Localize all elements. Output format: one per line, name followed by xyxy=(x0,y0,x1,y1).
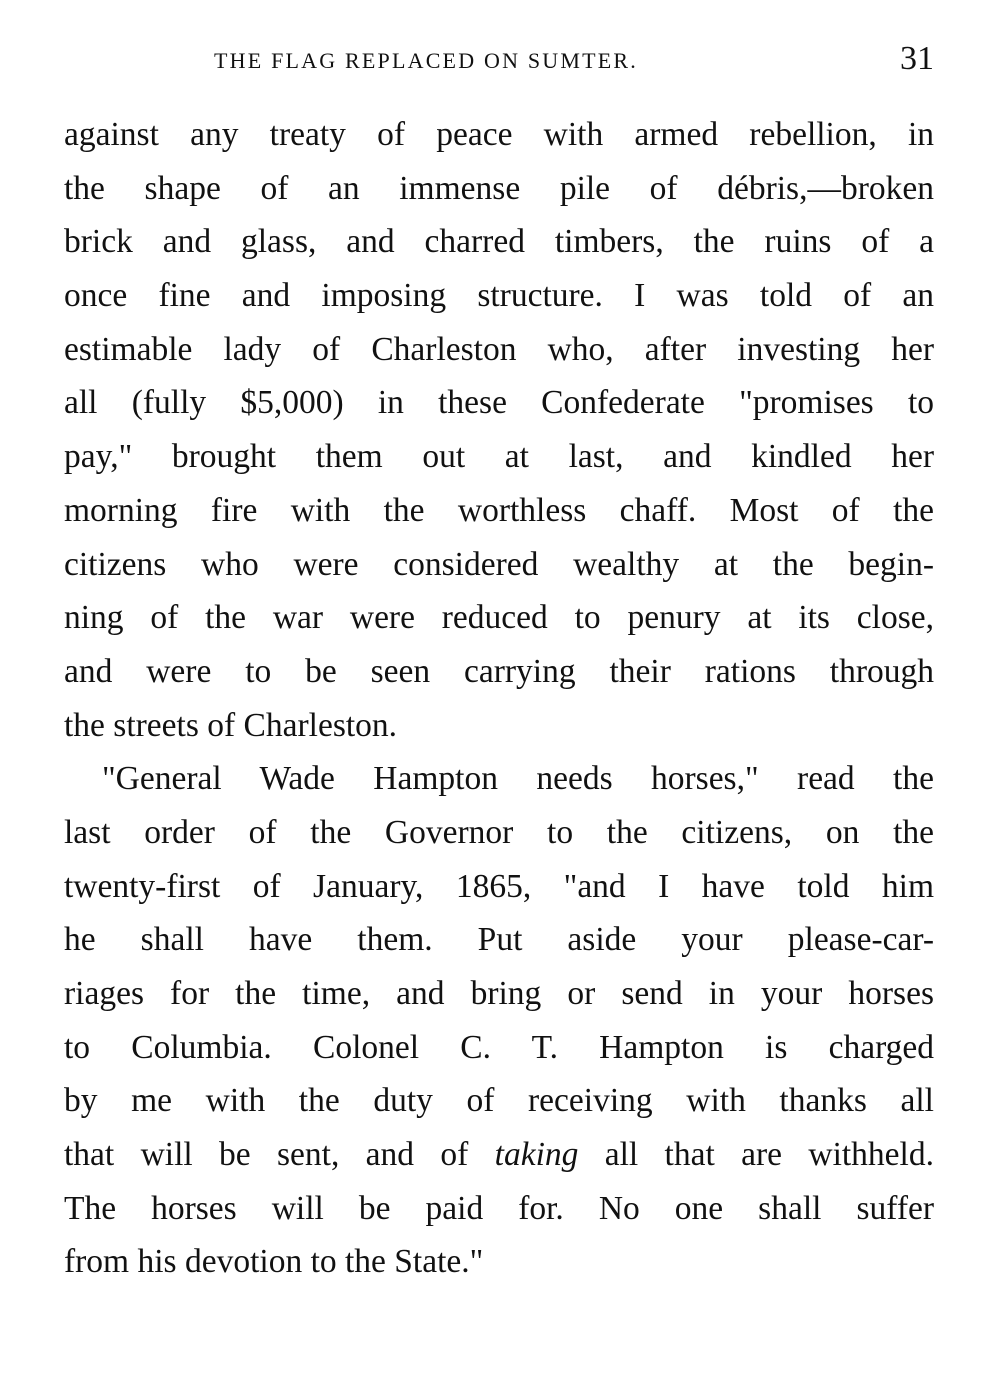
text-line: morning fire with the worthless chaff. Most of the xyxy=(64,491,934,529)
text-segment: that will be sent, and of xyxy=(64,1136,495,1174)
body-text xyxy=(64,108,934,1289)
text-line: riages for the time, and bring or send in your horses xyxy=(64,975,934,1012)
paragraph-2 xyxy=(64,752,934,1289)
text-line: citizens who were considered wealthy at the begin- xyxy=(64,545,934,583)
text-line: ning of the war were reduced to penury at its close, xyxy=(64,599,934,637)
paragraph-1 xyxy=(64,108,934,752)
text-line: he shall have them. Put aside your please-car- xyxy=(64,921,934,959)
text-line: estimable lady of Charleston who, after investing her xyxy=(64,330,934,368)
text-line: by me with the duty of receiving with thanks all xyxy=(64,1082,934,1120)
text-line: "General Wade Hampton needs horses," read the xyxy=(102,760,934,798)
text-line: once fine and imposing structure. I was told of an xyxy=(64,277,934,315)
text-line: all (fully $5,000) in these Confederate "promises to xyxy=(64,384,934,422)
text-line: pay," brought them out at last, and kindled her xyxy=(64,438,934,476)
text-line: from his devotion to the State." xyxy=(64,1243,484,1281)
text-line-with-italic xyxy=(64,1128,934,1182)
text-line: against any treaty of peace with armed rebellion, in xyxy=(64,116,934,153)
italic-word: taking xyxy=(494,1136,579,1174)
text-segment: all that are withheld. xyxy=(578,1136,934,1174)
running-head xyxy=(64,40,934,84)
text-line: brick and glass, and charred timbers, the ruins of a xyxy=(64,223,934,261)
running-title: THE FLAG REPLACED ON SUMTER. xyxy=(214,48,638,73)
text-line: twenty-first of January, 1865, "and I have told him xyxy=(64,867,934,905)
text-line: last order of the Governor to the citizens, on the xyxy=(64,813,934,851)
text-line: to Columbia. Colonel C. T. Hampton is charged xyxy=(64,1028,934,1066)
text-line: the streets of Charleston. xyxy=(64,706,398,744)
text-line: The horses will be paid for. No one shall suffer xyxy=(64,1189,934,1227)
page-number: 31 xyxy=(900,40,934,77)
text-line: the shape of an immense pile of débris,—broken xyxy=(64,169,934,207)
text-line: and were to be seen carrying their rations through xyxy=(64,652,934,690)
